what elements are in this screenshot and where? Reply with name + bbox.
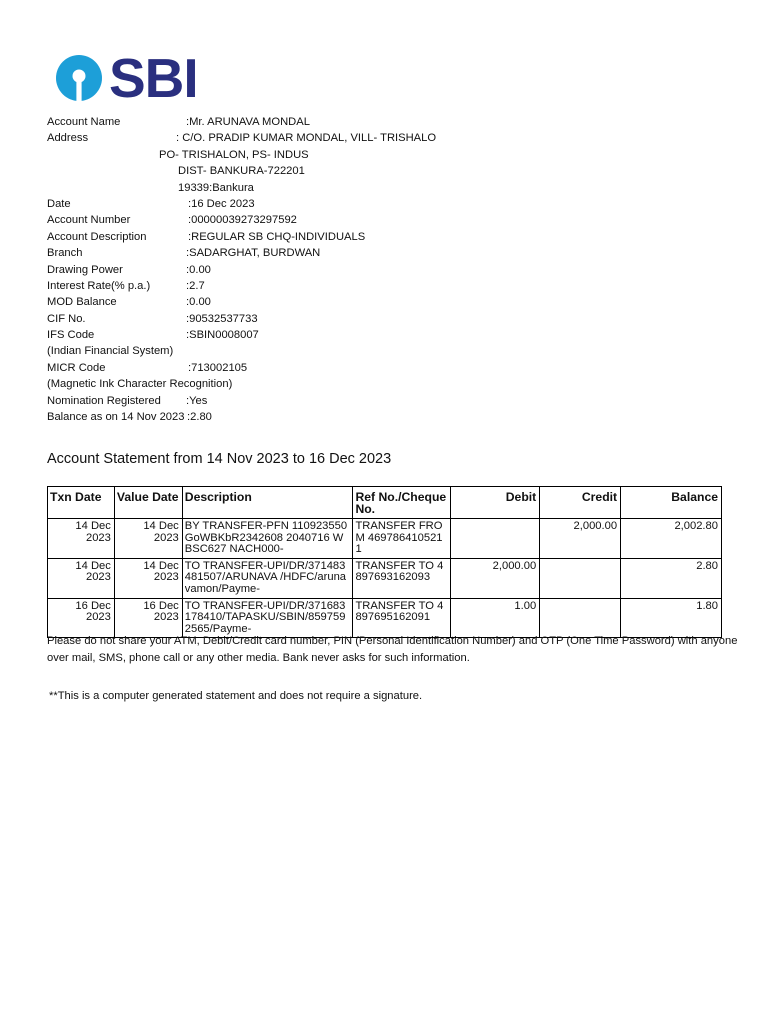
balance-cell: 2.80 bbox=[621, 558, 722, 598]
debit-cell: 2,000.00 bbox=[451, 558, 540, 598]
detail-label: CIF No. bbox=[47, 312, 86, 325]
detail-label: MICR Code bbox=[47, 361, 106, 374]
description-text: TO TRANSFER-UPI/DR/371683178410/TAPASKU/SBIN/8597592565/Payme- bbox=[184, 600, 346, 635]
address-row bbox=[47, 130, 727, 146]
detail-value: :713002105 bbox=[188, 361, 248, 374]
account-number-row bbox=[47, 212, 727, 228]
detail-label: Interest Rate(% p.a.) bbox=[47, 279, 151, 292]
detail-value: 19339:Bankura bbox=[178, 181, 254, 194]
mod-balance-row bbox=[47, 294, 727, 310]
detail-value: :SADARGHAT, BURDWAN bbox=[186, 247, 321, 260]
table-header-row bbox=[48, 487, 722, 519]
ref-text: TRANSFER FROM 4697864105211 bbox=[355, 521, 443, 556]
sbi-keyhole-logo-icon bbox=[55, 54, 103, 102]
address-line-row bbox=[47, 180, 727, 196]
detail-label: Drawing Power bbox=[47, 263, 123, 276]
micr-note-row bbox=[47, 376, 727, 392]
detail-value: :SBIN0008007 bbox=[186, 329, 259, 342]
ifs-code-row bbox=[47, 327, 727, 343]
date-row bbox=[47, 196, 727, 212]
detail-value: :90532537733 bbox=[186, 312, 258, 325]
account-details bbox=[47, 114, 727, 425]
detail-value: : C/O. PRADIP KUMAR MONDAL, VILL- TRISHALO bbox=[176, 132, 437, 145]
table-row bbox=[48, 519, 722, 559]
cif-number-row bbox=[47, 311, 727, 327]
credit-cell bbox=[540, 558, 621, 598]
balance-cell: 2,002.80 bbox=[621, 519, 722, 559]
credit-cell bbox=[540, 598, 621, 638]
detail-value: :16 Dec 2023 bbox=[188, 197, 255, 210]
bank-logo bbox=[55, 47, 198, 109]
opening-balance-row bbox=[47, 409, 727, 425]
column-header-description: Description bbox=[182, 487, 353, 519]
signature-footnote: **This is a computer generated statement and does not require a signature. bbox=[49, 690, 423, 702]
transactions-table bbox=[47, 486, 722, 638]
txn-date-cell: 16 Dec 2023 bbox=[48, 598, 115, 638]
detail-label: Balance as on 14 Nov 2023 bbox=[47, 411, 185, 424]
statement-heading: Account Statement from 14 Nov 2023 to 16 Dec 2023 bbox=[47, 451, 392, 467]
txn-date-cell: 14 Dec 2023 bbox=[48, 519, 115, 559]
account-name-row bbox=[47, 114, 727, 130]
column-header-value-date: Value Date bbox=[114, 487, 182, 519]
detail-label: Nomination Registered bbox=[47, 394, 161, 407]
column-header-debit: Debit bbox=[451, 487, 540, 519]
detail-value: :2.80 bbox=[187, 411, 212, 424]
address-line-row bbox=[47, 147, 727, 163]
micr-code-row bbox=[47, 360, 727, 376]
detail-value: :2.7 bbox=[186, 279, 205, 292]
ref-cell bbox=[353, 519, 451, 559]
balance-cell: 1.80 bbox=[621, 598, 722, 638]
detail-value: :REGULAR SB CHQ-INDIVIDUALS bbox=[188, 230, 366, 243]
address-line-row bbox=[47, 163, 727, 179]
description-text: BY TRANSFER-PFN 110923550GoWBKbR2342608 2040716 WBSC627 NACH000- bbox=[184, 521, 348, 556]
debit-cell: 1.00 bbox=[451, 598, 540, 638]
detail-label: MOD Balance bbox=[47, 296, 117, 309]
drawing-power-row bbox=[47, 262, 727, 278]
txn-date-cell: 14 Dec 2023 bbox=[48, 558, 115, 598]
detail-value: PO- TRISHALON, PS- INDUS bbox=[159, 148, 309, 161]
credit-cell: 2,000.00 bbox=[540, 519, 621, 559]
account-description-row bbox=[47, 229, 727, 245]
detail-label: Account Description bbox=[47, 230, 147, 243]
value-date-cell: 14 Dec 2023 bbox=[114, 558, 182, 598]
column-header-ref-no: Ref No./Cheque No. bbox=[353, 487, 451, 519]
interest-rate-row bbox=[47, 278, 727, 294]
detail-value: :0.00 bbox=[186, 263, 211, 276]
detail-label: Account Name bbox=[47, 116, 121, 128]
description-cell bbox=[182, 558, 353, 598]
value-date-cell: 16 Dec 2023 bbox=[114, 598, 182, 638]
detail-label: Branch bbox=[47, 247, 83, 260]
ifs-note-row bbox=[47, 343, 727, 359]
detail-value: DIST- BANKURA-722201 bbox=[178, 165, 305, 178]
detail-value: :00000039273297592 bbox=[188, 214, 297, 227]
detail-value: :Yes bbox=[186, 394, 208, 407]
table-row bbox=[48, 558, 722, 598]
detail-label: (Indian Financial System) bbox=[47, 345, 174, 358]
ref-text: TRANSFER TO 4897695162091 bbox=[355, 600, 444, 624]
detail-label: Address bbox=[47, 132, 89, 145]
security-notice: Please do not share your ATM, Debit/Credit card number, PIN (Personal Identification Number) and OTP (One Time Password) with anyone over mail, SMS, phone call or any other media. Bank never asks for such information. bbox=[47, 635, 738, 664]
column-header-txn-date: Txn Date bbox=[48, 487, 115, 519]
table-row bbox=[48, 598, 722, 638]
detail-value: :0.00 bbox=[186, 296, 211, 309]
value-date-cell: 14 Dec 2023 bbox=[114, 519, 182, 559]
description-text: TO TRANSFER-UPI/DR/371483481507/ARUNAVA /HDFC/arunavamon/Payme- bbox=[184, 560, 347, 595]
description-cell bbox=[182, 519, 353, 559]
column-header-balance: Balance bbox=[621, 487, 722, 519]
debit-cell bbox=[451, 519, 540, 559]
detail-value: :Mr. ARUNAVA MONDAL bbox=[186, 116, 310, 128]
description-cell bbox=[182, 598, 353, 638]
branch-row bbox=[47, 245, 727, 261]
ref-cell bbox=[353, 598, 451, 638]
detail-label: Date bbox=[47, 197, 71, 210]
nomination-row bbox=[47, 393, 727, 409]
detail-label: IFS Code bbox=[47, 329, 95, 342]
detail-label: (Magnetic Ink Character Recognition) bbox=[47, 378, 233, 391]
column-header-credit: Credit bbox=[540, 487, 621, 519]
detail-label: Account Number bbox=[47, 214, 131, 227]
ref-text: TRANSFER TO 4897693162093 bbox=[355, 560, 444, 584]
ref-cell bbox=[353, 558, 451, 598]
bank-name: SBI bbox=[109, 47, 198, 109]
